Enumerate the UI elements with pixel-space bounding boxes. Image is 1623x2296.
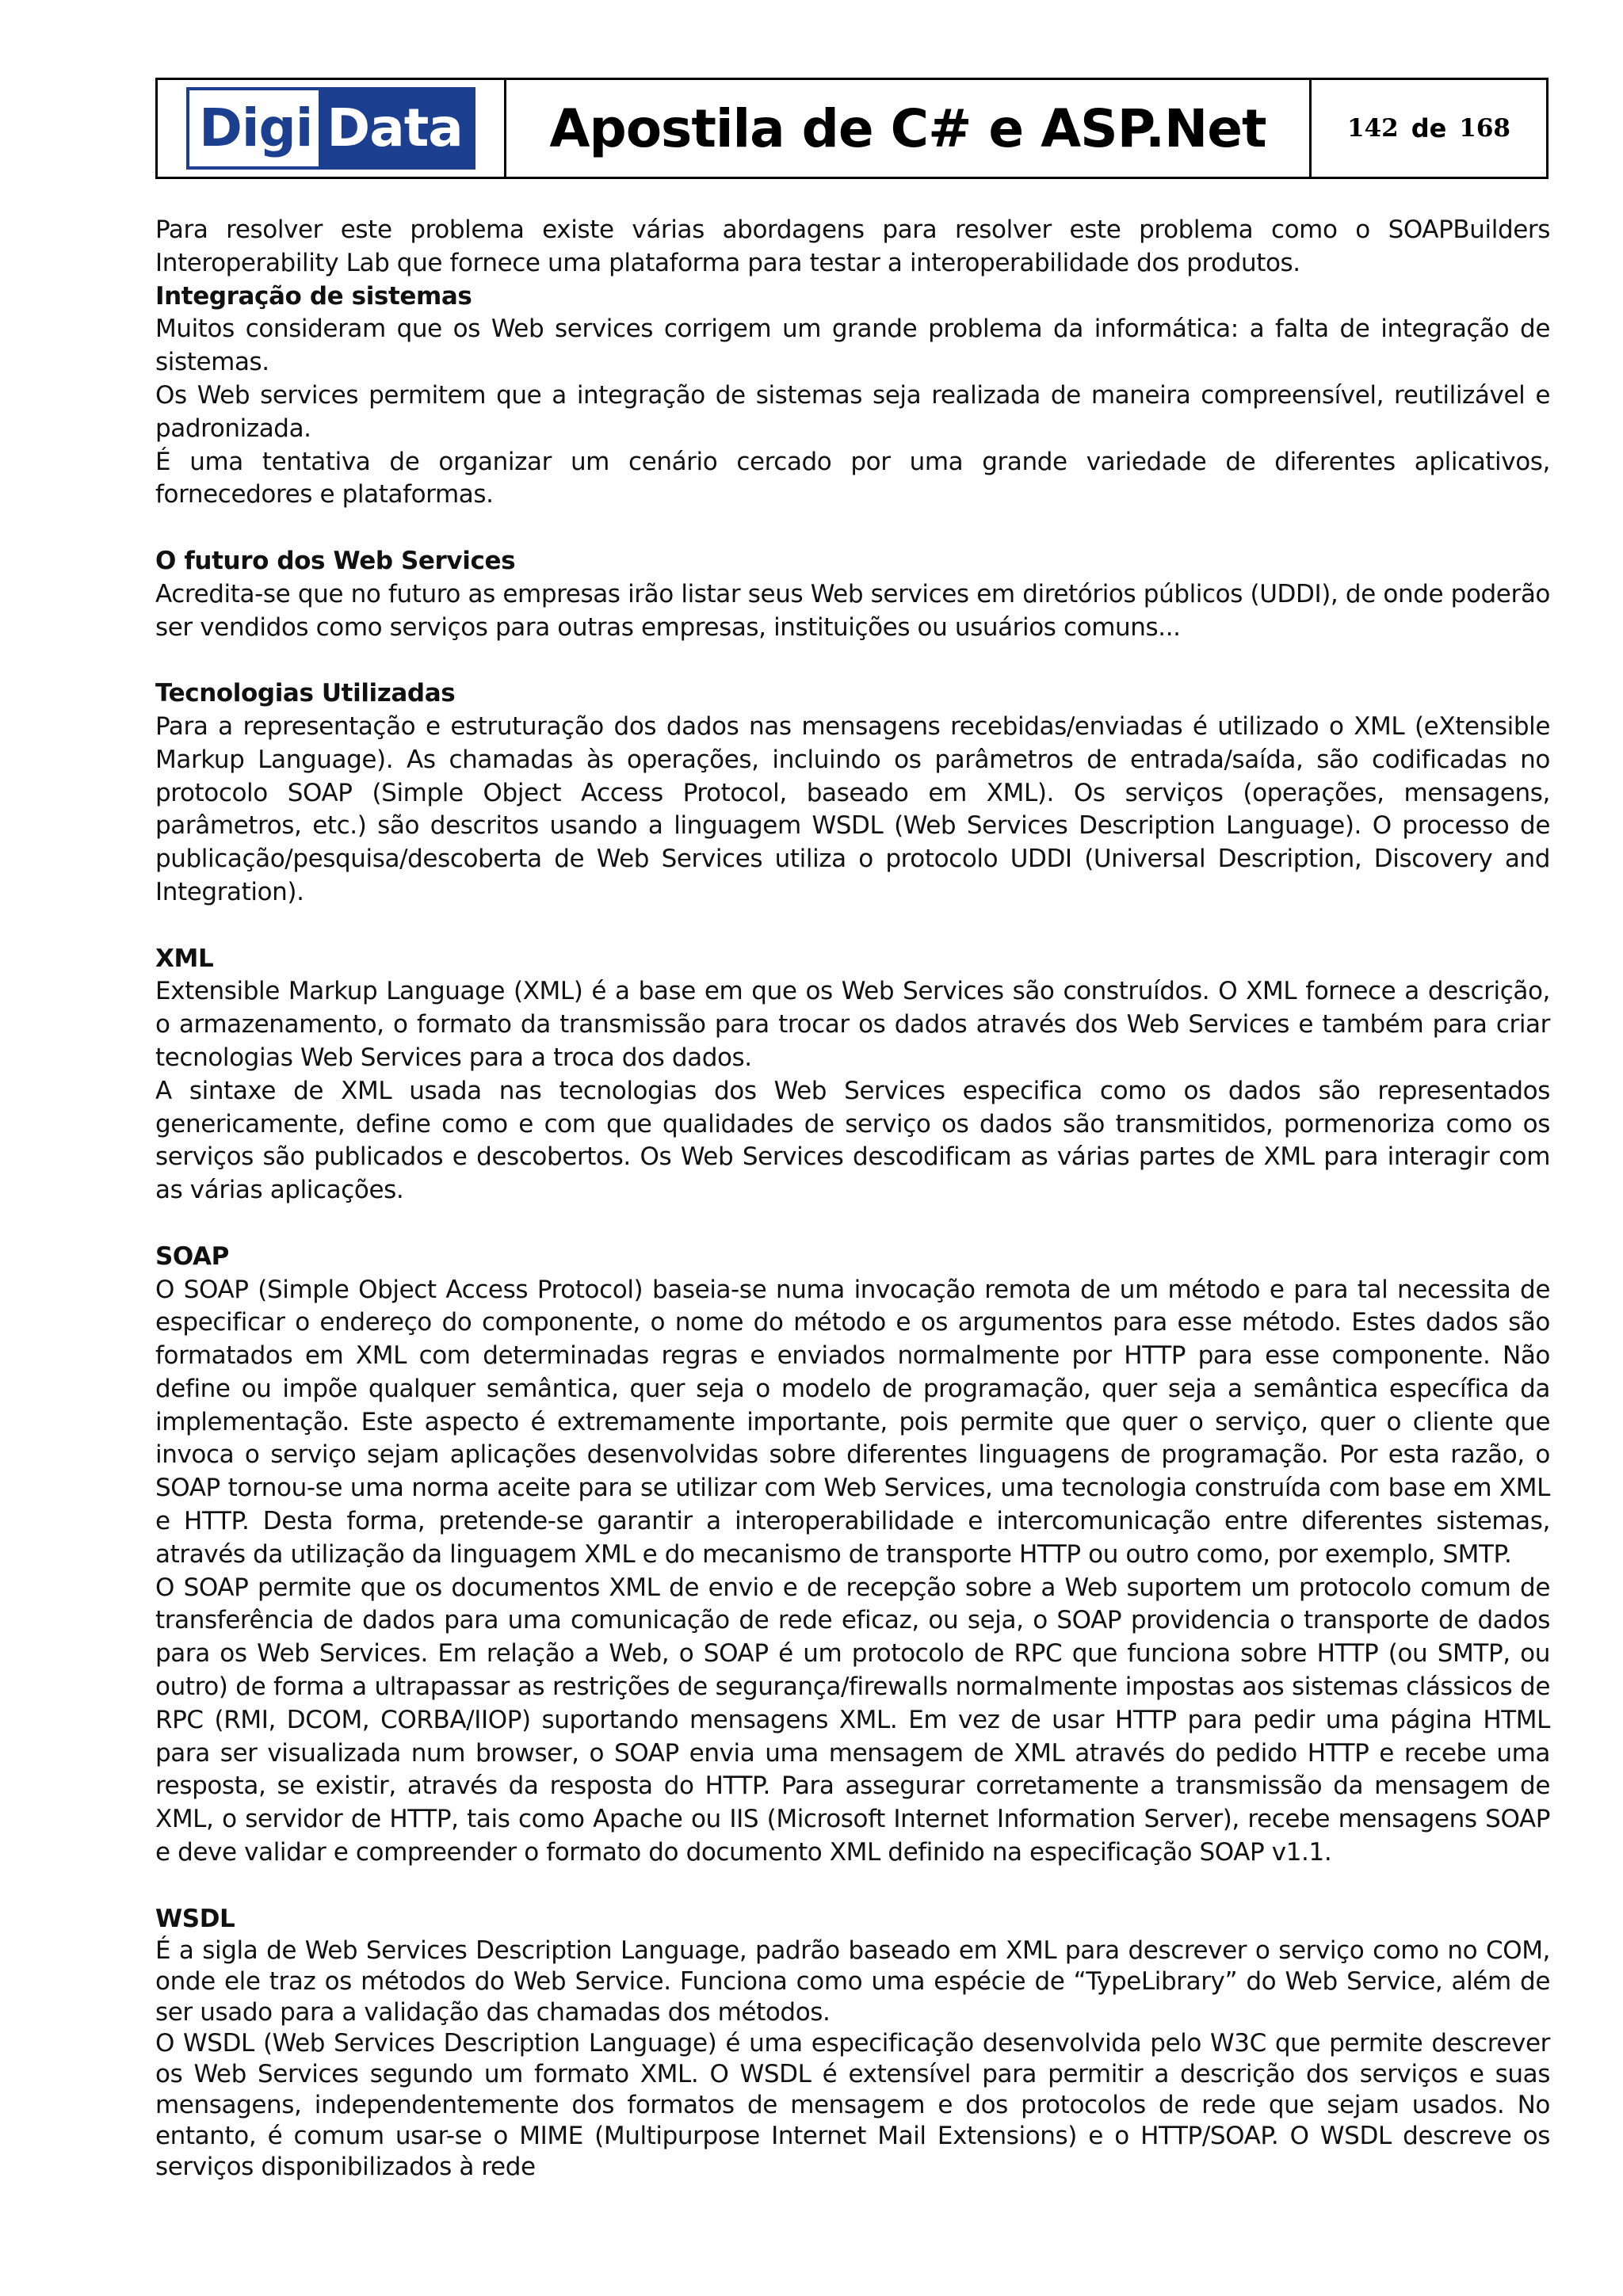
- title-cell: [506, 80, 1312, 177]
- paragraph-wsdl-2: O WSDL (Web Services Description Language) é uma especificação desenvolvida pelo W3C que permite descrever os Web Services segundo um formato XML. O WSDL é extensível para permitir a descrição dos serviços e suas mensagens, independentemente dos formatos de mensagem e dos protocolos de rede que sejam usados. No entanto, é comum usar-se o MIME (Multipurpose Internet Mail Extensions) e o HTTP/SOAP. O WSDL descreve os serviços disponibilizados à rede: [155, 2029, 1550, 2182]
- spacer: [155, 512, 1550, 545]
- paragraph-wsdl-1: É a sigla de Web Services Description Language, padrão baseado em XML para descrever o serviço como no COM, onde ele traz os métodos do Web Service. Funciona como uma espécie de “TypeLibrary” do Web Service, além de ser usado para a validação das chamadas dos métodos.: [155, 1936, 1550, 2027]
- paragraph-tecnologias: Para a representação e estruturação dos dados nas mensagens recebidas/enviadas é utilizado o XML (eXtensible Markup Language). As chamadas às operações, incluindo os parâmetros de entrada/saída, são codificadas no protocolo SOAP (Simple Object Access Protocol, baseado em XML). Os serviços (operações, mensagens, parâmetros, etc.) são descritos usando a linguagem WSDL (Web Services Description Language). O processo de publicação/pesquisa/descoberta de Web Services utiliza o protocolo UDDI (Universal Description, Discovery and Integration).: [155, 711, 1550, 906]
- spacer: [155, 644, 1550, 677]
- paragraph-xml-1: Extensible Markup Language (XML) é a base em que os Web Services são construídos. O XML fornece a descrição, o armazenamento, o formato da transmissão para trocar os dados através dos Web Services e também para criar tecnologias Web Services para a troca dos dados.: [155, 977, 1550, 1072]
- heading-integracao: Integração de sistemas: [155, 281, 472, 311]
- paragraph-integracao-1: Muitos consideram que os Web services corrigem um grande problema da informática: a falta de integração de sistemas.: [155, 315, 1550, 377]
- logo-text-data: Data: [319, 90, 472, 166]
- heading-tecnologias: Tecnologias Utilizadas: [155, 679, 456, 708]
- paragraph-intro: Para resolver este problema existe várias abordagens para resolver este problema como o SOAPBuilders Interoperability Lab que fornece uma plataforma para testar a interoperabilidade dos produtos.: [155, 215, 1550, 277]
- paragraph-xml-2: A sintaxe de XML usada nas tecnologias dos Web Services especifica como os dados são representados genericamente, define como e com que qualidades de serviço os dados são transmitidos, pormenoriza como os serviços são publicados e descobertos. Os Web Services descodificam as várias partes de XML para interagir com as várias aplicações.: [155, 1076, 1550, 1205]
- heading-wsdl: WSDL: [155, 1904, 235, 1933]
- spacer: [155, 1870, 1550, 1903]
- page-current: 142: [1346, 114, 1399, 143]
- page-total: 168: [1459, 114, 1511, 143]
- paragraph-futuro: Acredita-se que no futuro as empresas irão listar seus Web services em diretórios públicos (UDDI), de onde poderão ser vendidos como serviços para outras empresas, instituições ou usuários comuns...: [155, 579, 1550, 642]
- page-header: [155, 78, 1549, 179]
- logo-cell: [158, 80, 506, 177]
- spacer: [155, 1207, 1550, 1241]
- logo-text-digi: Digi: [189, 90, 319, 166]
- heading-futuro: O futuro dos Web Services: [155, 546, 516, 575]
- paragraph-soap-1: O SOAP (Simple Object Access Protocol) baseia-se numa invocação remota de um método e para tal necessita de especificar o endereço do componente, o nome do método e os argumentos para esse método. Estes dados são formatados em XML com determinadas regras e enviados normalmente por HTTP para esse componente. Não define ou impõe qualquer semântica, quer seja o modelo de programação, quer seja a semântica específica da implementação. Este aspecto é extremamente importante, pois permite que quer o serviço, quer o cliente que invoca o serviço sejam aplicações desenvolvidas sobre diferentes linguagens de programação. Por esta razão, o SOAP tornou-se uma norma aceite para se utilizar com Web Services, uma tecnologia construída com base em XML e HTTP. Desta forma, pretende-se garantir a interoperabilidade e intercomunicação entre diferentes sistemas, através da utilização da linguagem XML e do mecanismo de transporte HTTP ou outro como, por exemplo, SMTP.: [155, 1275, 1550, 1569]
- spacer: [155, 910, 1550, 943]
- heading-xml: XML: [155, 944, 214, 973]
- paragraph-integracao-3: É uma tentativa de organizar um cenário cercado por uma grande variedade de diferentes aplicativos, fornecedores e plataformas.: [155, 447, 1550, 509]
- paragraph-soap-2: O SOAP permite que os documentos XML de envio e de recepção sobre a Web suportem um protocolo comum de transferência de dados para uma comunicação de rede eficaz, ou seja, o SOAP providencia o transporte de dados para os Web Services. Em relação a Web, o SOAP é um protocolo de RPC que funciona sobre HTTP (ou SMTP, ou outro) de forma a ultrapassar as restrições de segurança/firewalls normalmente impostas aos sistemas clássicos de RPC (RMI, DCOM, CORBA/IIOP) suportando mensagens XML. Em vez de usar HTTP para pedir uma página HTML para ser visualizada num browser, o SOAP envia uma mensagem de XML através do pedido HTTP e recebe uma resposta, se existir, através da resposta do HTTP. Para assegurar corretamente a transmissão da mensagem de XML, o servidor de HTTP, tais como Apache ou IIS (Microsoft Internet Information Server), recebe mensagens SOAP e deve validar e compreender o formato do documento XML definido na especificação SOAP v1.1.: [155, 1573, 1550, 1867]
- document-title: Apostila de C# e ASP.Net: [549, 97, 1266, 159]
- digidata-logo: [186, 87, 475, 170]
- heading-soap: SOAP: [155, 1241, 229, 1271]
- page-content: [155, 214, 1550, 2183]
- page-separator: de: [1411, 113, 1447, 143]
- page-number-cell: [1312, 80, 1546, 177]
- paragraph-integracao-2: Os Web services permitem que a integração de sistemas seja realizada de maneira compreensível, reutilizável e padronizada.: [155, 380, 1550, 443]
